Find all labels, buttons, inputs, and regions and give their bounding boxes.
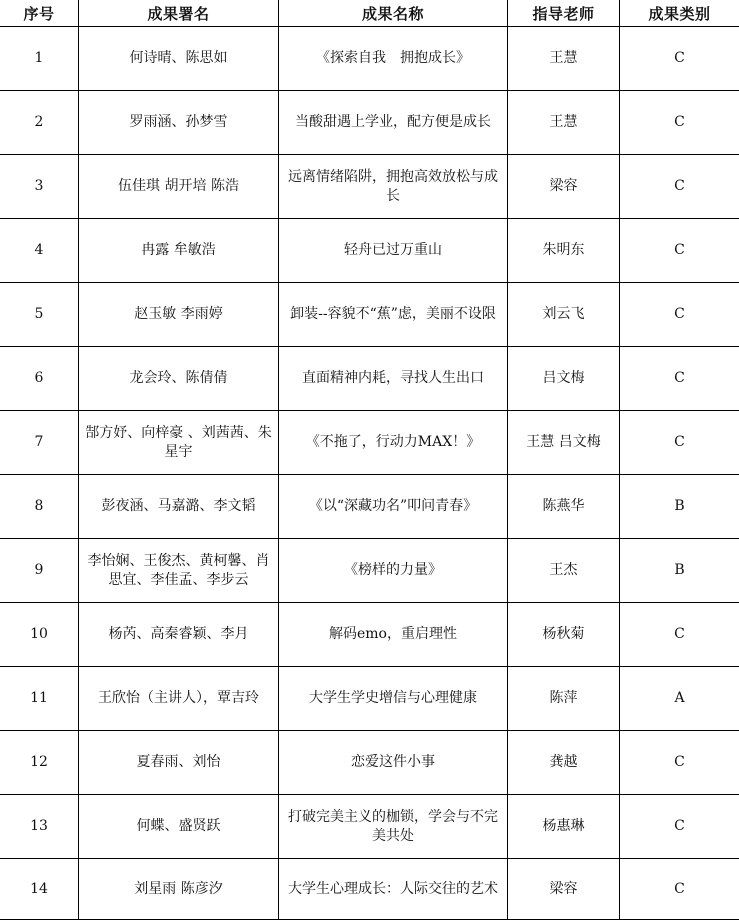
cell-title: 大学生心理成长：人际交往的艺术 (279, 859, 508, 920)
cell-title: 大学生学史增信与心理健康 (279, 667, 508, 731)
cell-authors: 罗雨涵、孙梦雪 (79, 91, 279, 155)
cell-authors: 夏春雨、刘怡 (79, 731, 279, 795)
cell-teacher: 杨惠琳 (508, 795, 620, 859)
table-row (0, 795, 739, 859)
cell-authors: 何蝶、盛贤跃 (79, 795, 279, 859)
cell-authors: 龙会玲、陈倩倩 (79, 347, 279, 411)
cell-authors: 刘星雨 陈彦汐 (79, 859, 279, 920)
cell-title: 《以“深藏功名”叩问青春》 (279, 475, 508, 539)
table-row (0, 667, 739, 731)
table-row (0, 347, 739, 411)
cell-category: C (620, 91, 739, 155)
cell-category: C (620, 795, 739, 859)
cell-index: 14 (0, 859, 79, 920)
cell-category: B (620, 539, 739, 603)
cell-title: 卸装--容貌不“蕉”虑，美丽不设限 (279, 283, 508, 347)
table-row (0, 411, 739, 475)
header-row (0, 0, 739, 27)
cell-index: 6 (0, 347, 79, 411)
cell-teacher: 王慧 (508, 91, 620, 155)
cell-title: 《探索自我 拥抱成长》 (279, 27, 508, 91)
table-row (0, 219, 739, 283)
cell-index: 7 (0, 411, 79, 475)
cell-teacher: 王慧 (508, 27, 620, 91)
cell-teacher: 梁容 (508, 155, 620, 219)
cell-category: C (620, 731, 739, 795)
cell-category: C (620, 411, 739, 475)
cell-index: 1 (0, 27, 79, 91)
cell-teacher: 王杰 (508, 539, 620, 603)
cell-category: C (620, 155, 739, 219)
cell-title: 打破完美主义的枷锁，学会与不完美共处 (279, 795, 508, 859)
cell-teacher: 刘云飞 (508, 283, 620, 347)
cell-index: 11 (0, 667, 79, 731)
cell-index: 10 (0, 603, 79, 667)
cell-teacher: 吕文梅 (508, 347, 620, 411)
cell-index: 5 (0, 283, 79, 347)
cell-authors: 王欣怡（主讲人），覃吉玲 (79, 667, 279, 731)
header-index: 序号 (0, 0, 79, 27)
table-row (0, 27, 739, 91)
cell-index: 8 (0, 475, 79, 539)
cell-category: C (620, 859, 739, 920)
table-row (0, 283, 739, 347)
cell-category: C (620, 283, 739, 347)
cell-teacher: 陈燕华 (508, 475, 620, 539)
cell-category: C (620, 27, 739, 91)
table-row (0, 91, 739, 155)
cell-index: 4 (0, 219, 79, 283)
cell-title: 解码emo，重启理性 (279, 603, 508, 667)
table-row (0, 731, 739, 795)
table-row (0, 603, 739, 667)
cell-category: C (620, 347, 739, 411)
cell-index: 13 (0, 795, 79, 859)
header-category: 成果类别 (620, 0, 739, 27)
cell-teacher: 王慧 吕文梅 (508, 411, 620, 475)
cell-title: 远离情绪陷阱，拥抱高效放松与成长 (279, 155, 508, 219)
cell-teacher: 梁容 (508, 859, 620, 920)
cell-title: 直面精神内耗，寻找人生出口 (279, 347, 508, 411)
table-row (0, 475, 739, 539)
cell-category: B (620, 475, 739, 539)
cell-authors: 杨芮、高秦睿颖、李月 (79, 603, 279, 667)
cell-authors: 赵玉敏 李雨婷 (79, 283, 279, 347)
table-row (0, 155, 739, 219)
table-row (0, 539, 739, 603)
cell-authors: 郜方妤、向梓豪 、刘茜茜、朱星宇 (79, 411, 279, 475)
header-authors: 成果署名 (79, 0, 279, 27)
cell-teacher: 朱明东 (508, 219, 620, 283)
cell-category: C (620, 603, 739, 667)
cell-authors: 李怡娴、王俊杰、黄柯馨、肖思宜、李佳孟、李步云 (79, 539, 279, 603)
table-row (0, 859, 739, 920)
cell-authors: 伍佳琪 胡开培 陈浩 (79, 155, 279, 219)
cell-index: 2 (0, 91, 79, 155)
header-teacher: 指导老师 (508, 0, 620, 27)
cell-title: 轻舟已过万重山 (279, 219, 508, 283)
cell-category: A (620, 667, 739, 731)
cell-title: 《榜样的力量》 (279, 539, 508, 603)
cell-teacher: 龚越 (508, 731, 620, 795)
cell-title: 恋爱这件小事 (279, 731, 508, 795)
cell-index: 12 (0, 731, 79, 795)
cell-title: 当酸甜遇上学业，配方便是成长 (279, 91, 508, 155)
cell-authors: 彭夜涵、马嘉潞、李文韬 (79, 475, 279, 539)
cell-index: 3 (0, 155, 79, 219)
header-title: 成果名称 (279, 0, 508, 27)
cell-category: C (620, 219, 739, 283)
cell-title: 《不拖了，行动力MAX！》 (279, 411, 508, 475)
cell-authors: 何诗晴、陈思如 (79, 27, 279, 91)
cell-index: 9 (0, 539, 79, 603)
cell-authors: 冉露 牟敏浩 (79, 219, 279, 283)
cell-teacher: 陈萍 (508, 667, 620, 731)
cell-teacher: 杨秋菊 (508, 603, 620, 667)
